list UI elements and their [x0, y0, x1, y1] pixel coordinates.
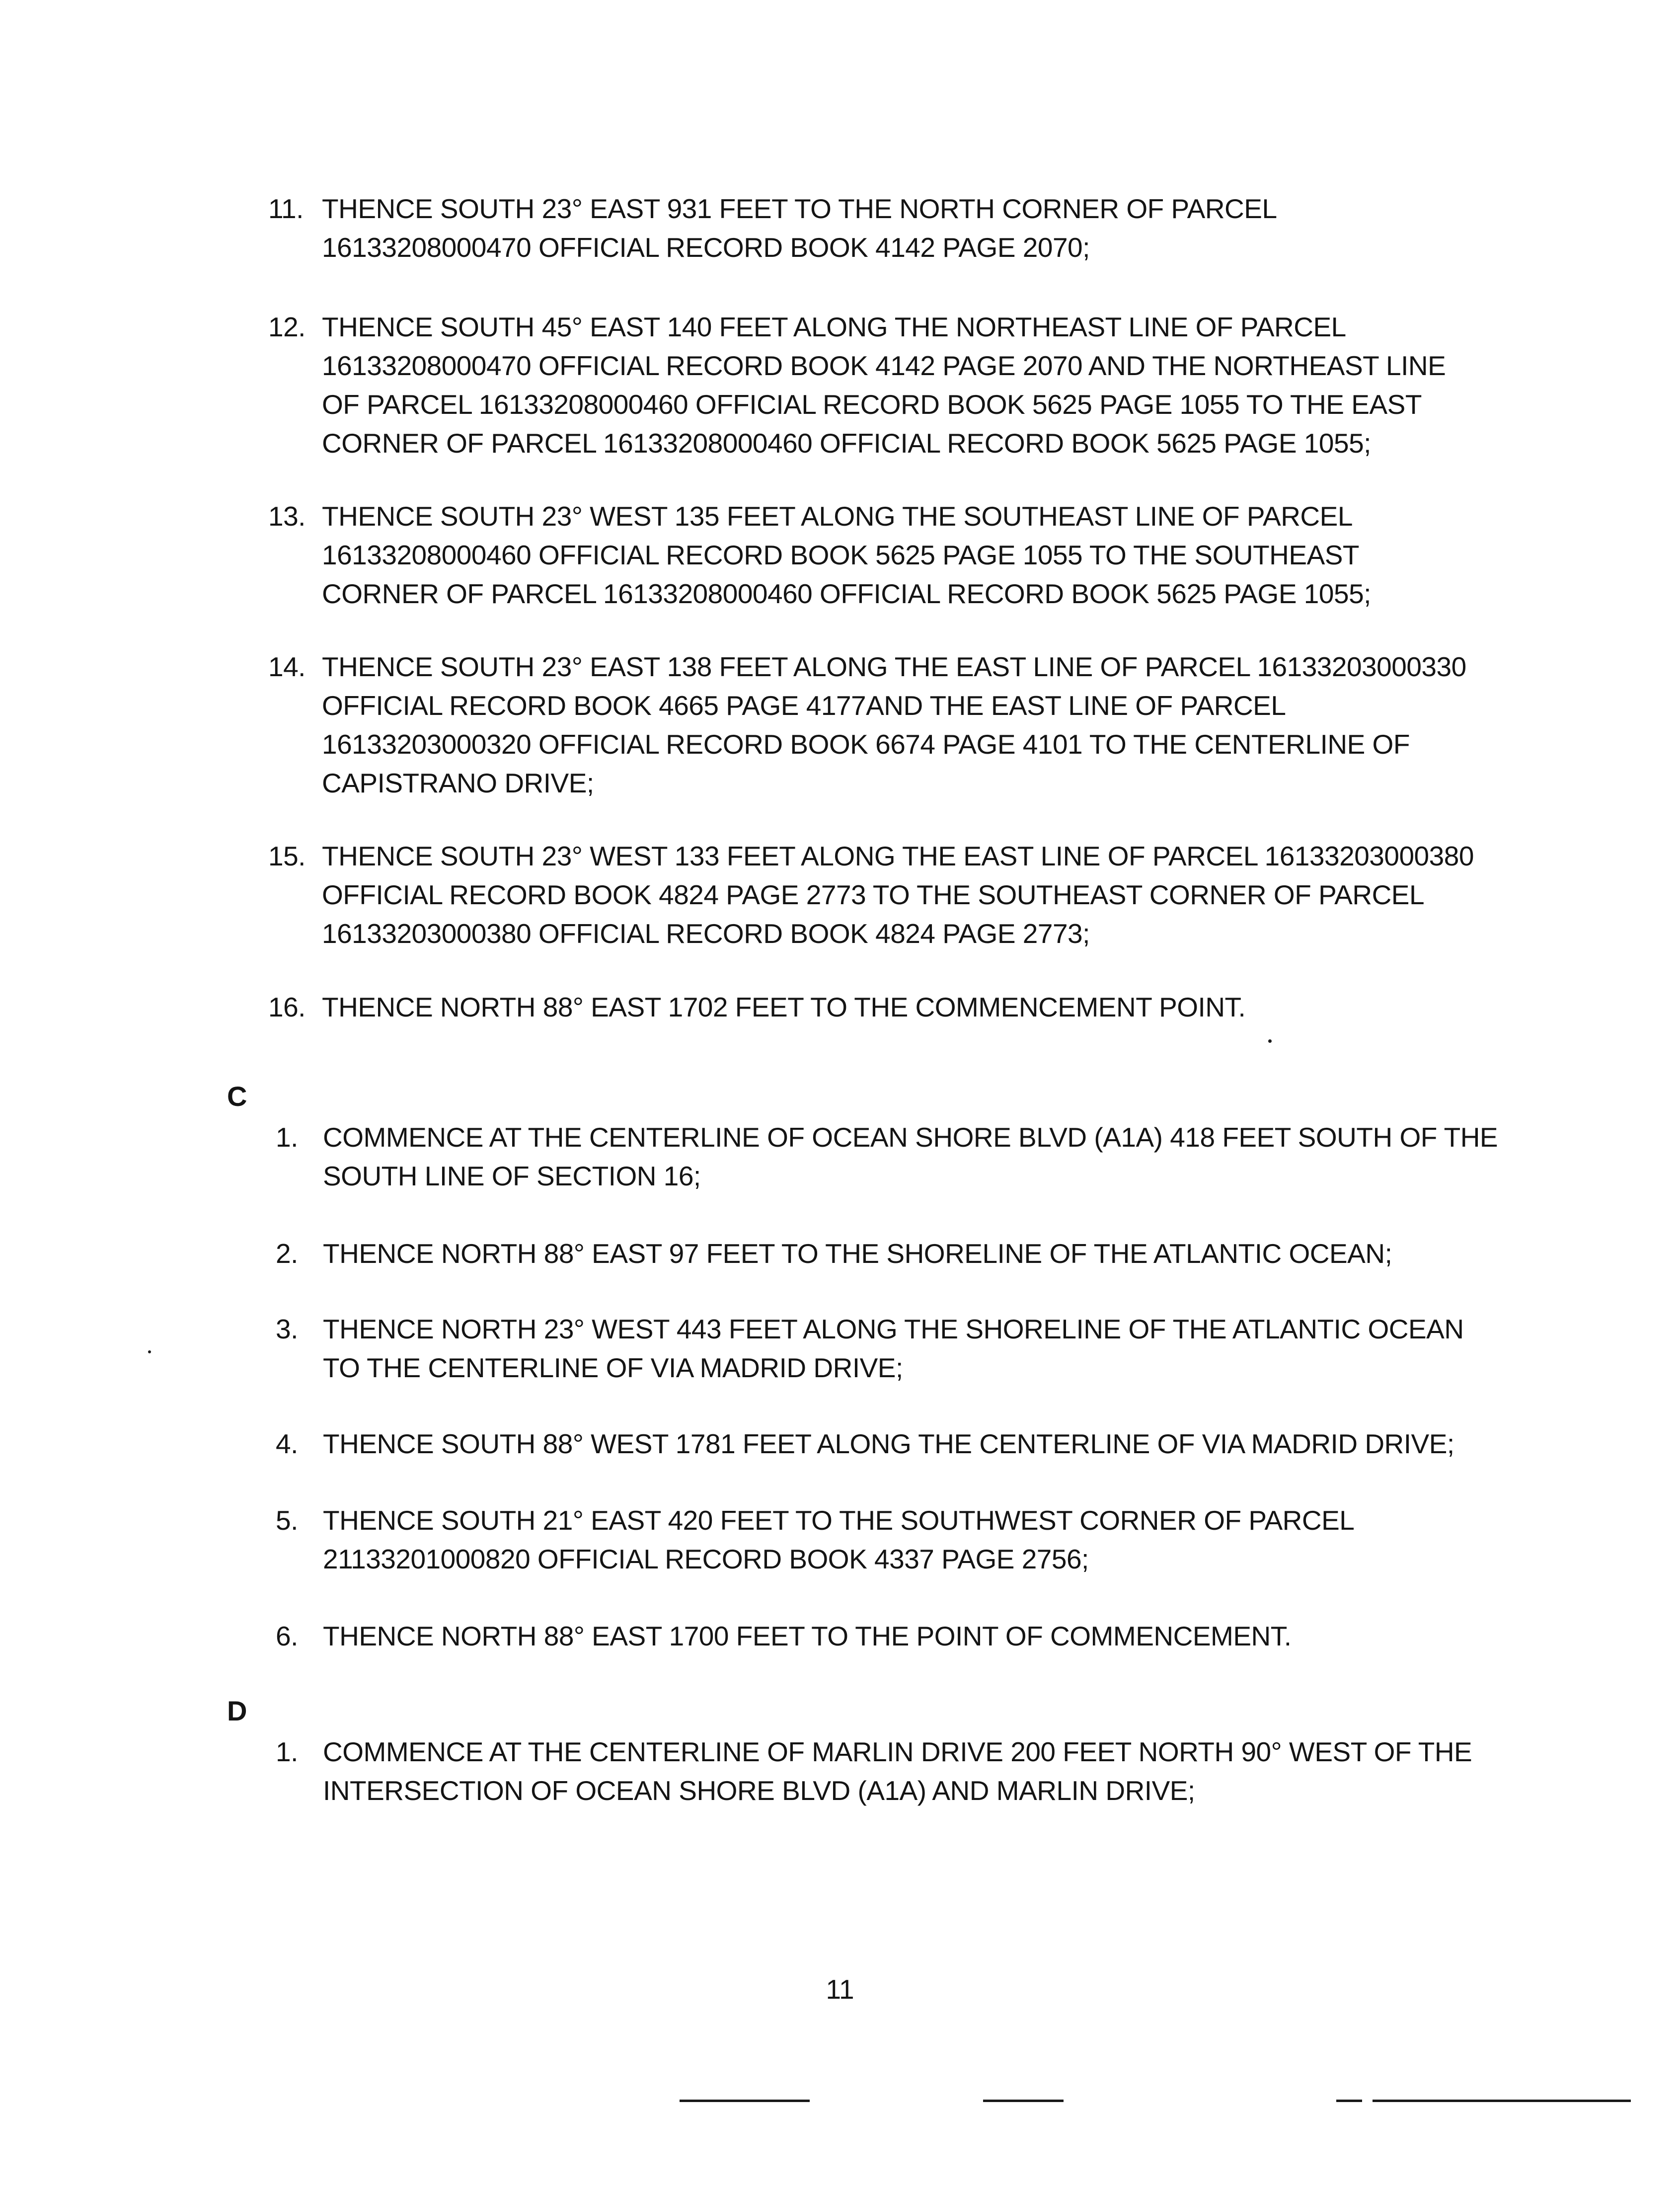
- item-line: 16133203000380 OFFICIAL RECORD BOOK 4824 PAGE 2773;: [322, 918, 1090, 949]
- item-number: 1.: [276, 1122, 298, 1153]
- item-line: TO THE CENTERLINE OF VIA MADRID DRIVE;: [323, 1352, 903, 1383]
- stray-mark: [148, 1350, 151, 1353]
- item-line: 16133208000460 OFFICIAL RECORD BOOK 5625 PAGE 1055 TO THE SOUTHEAST: [322, 540, 1360, 570]
- item-line: THENCE NORTH 88° EAST 97 FEET TO THE SHORELINE OF THE ATLANTIC OCEAN;: [323, 1238, 1392, 1269]
- item-text: [323, 1617, 1292, 1655]
- item-line: CORNER OF PARCEL 16133208000460 OFFICIAL RECORD BOOK 5625 PAGE 1055;: [322, 578, 1371, 609]
- item-text: [323, 1234, 1392, 1273]
- item-text: [323, 1732, 1472, 1810]
- item-number: 2.: [276, 1238, 298, 1269]
- item-line: 16133208000470 OFFICIAL RECORD BOOK 4142 PAGE 2070;: [322, 232, 1090, 263]
- item-line: COMMENCE AT THE CENTERLINE OF MARLIN DRIVE 200 FEET NORTH 90° WEST OF THE: [323, 1736, 1472, 1767]
- item-line: THENCE NORTH 23° WEST 443 FEET ALONG THE SHORELINE OF THE ATLANTIC OCEAN: [323, 1314, 1464, 1344]
- item-line: THENCE SOUTH 23° WEST 135 FEET ALONG THE SOUTHEAST LINE OF PARCEL: [322, 501, 1353, 532]
- item-line: OFFICIAL RECORD BOOK 4824 PAGE 2773 TO THE SOUTHEAST CORNER OF PARCEL: [322, 879, 1425, 910]
- initials-line-3-short: [1336, 2100, 1362, 2102]
- item-number: 15.: [268, 841, 305, 871]
- item-line: THENCE SOUTH 23° WEST 133 FEET ALONG THE EAST LINE OF PARCEL 16133203000380: [322, 841, 1474, 871]
- item-number: 13.: [268, 501, 305, 532]
- item-text: [322, 189, 1277, 267]
- item-line: THENCE SOUTH 23° EAST 931 FEET TO THE NORTH CORNER OF PARCEL: [322, 193, 1277, 224]
- item-line: CORNER OF PARCEL 16133208000460 OFFICIAL RECORD BOOK 5625 PAGE 1055;: [322, 428, 1371, 459]
- item-number: 6.: [276, 1621, 298, 1651]
- item-number: 5.: [276, 1505, 298, 1536]
- initials-line-1: [680, 2100, 810, 2102]
- section-letter-c: C: [227, 1081, 247, 1112]
- item-line: THENCE NORTH 88° EAST 1700 FEET TO THE POINT OF COMMENCEMENT.: [323, 1621, 1292, 1651]
- initials-line-3: [1373, 2100, 1631, 2102]
- item-text: [322, 647, 1466, 802]
- item-number: 12.: [268, 312, 305, 342]
- item-number: 14.: [268, 651, 305, 682]
- item-text: [323, 1118, 1498, 1195]
- item-text: [322, 308, 1446, 463]
- item-line: COMMENCE AT THE CENTERLINE OF OCEAN SHORE BLVD (A1A) 418 FEET SOUTH OF THE: [323, 1122, 1498, 1153]
- item-text: [323, 1501, 1354, 1578]
- item-line: THENCE SOUTH 23° EAST 138 FEET ALONG THE EAST LINE OF PARCEL 16133203000330: [322, 651, 1466, 682]
- initials-line-2: [983, 2100, 1064, 2102]
- item-text: [322, 497, 1371, 613]
- item-text: [323, 1310, 1464, 1387]
- item-line: THENCE NORTH 88° EAST 1702 FEET TO THE COMMENCEMENT POINT.: [322, 992, 1246, 1022]
- item-line: 21133201000820 OFFICIAL RECORD BOOK 4337 PAGE 2756;: [323, 1544, 1089, 1574]
- item-line: THENCE SOUTH 21° EAST 420 FEET TO THE SOUTHWEST CORNER OF PARCEL: [323, 1505, 1355, 1536]
- item-line: SOUTH LINE OF SECTION 16;: [323, 1161, 701, 1191]
- item-line: OFFICIAL RECORD BOOK 4665 PAGE 4177AND THE EAST LINE OF PARCEL: [322, 690, 1286, 721]
- item-line: THENCE SOUTH 88° WEST 1781 FEET ALONG THE CENTERLINE OF VIA MADRID DRIVE;: [323, 1428, 1454, 1459]
- item-line: THENCE SOUTH 45° EAST 140 FEET ALONG THE NORTHEAST LINE OF PARCEL: [322, 312, 1346, 342]
- item-text: [322, 837, 1474, 953]
- item-line: INTERSECTION OF OCEAN SHORE BLVD (A1A) AND MARLIN DRIVE;: [323, 1775, 1195, 1806]
- item-text: [322, 988, 1245, 1026]
- item-number: 16.: [268, 992, 305, 1022]
- item-text: [323, 1424, 1454, 1463]
- stray-mark: [1268, 1039, 1272, 1043]
- item-line: 16133208000470 OFFICIAL RECORD BOOK 4142 PAGE 2070 AND THE NORTHEAST LINE: [322, 350, 1446, 381]
- item-number: 11.: [268, 193, 304, 224]
- item-line: 16133203000320 OFFICIAL RECORD BOOK 6674 PAGE 4101 TO THE CENTERLINE OF: [322, 729, 1410, 760]
- item-number: 1.: [276, 1736, 298, 1767]
- page-number: 11: [826, 1974, 854, 2005]
- item-line: CAPISTRANO DRIVE;: [322, 768, 594, 798]
- section-letter-d: D: [227, 1695, 247, 1726]
- item-number: 3.: [276, 1314, 298, 1344]
- item-line: OF PARCEL 16133208000460 OFFICIAL RECORD BOOK 5625 PAGE 1055 TO THE EAST: [322, 389, 1422, 420]
- item-number: 4.: [276, 1428, 298, 1459]
